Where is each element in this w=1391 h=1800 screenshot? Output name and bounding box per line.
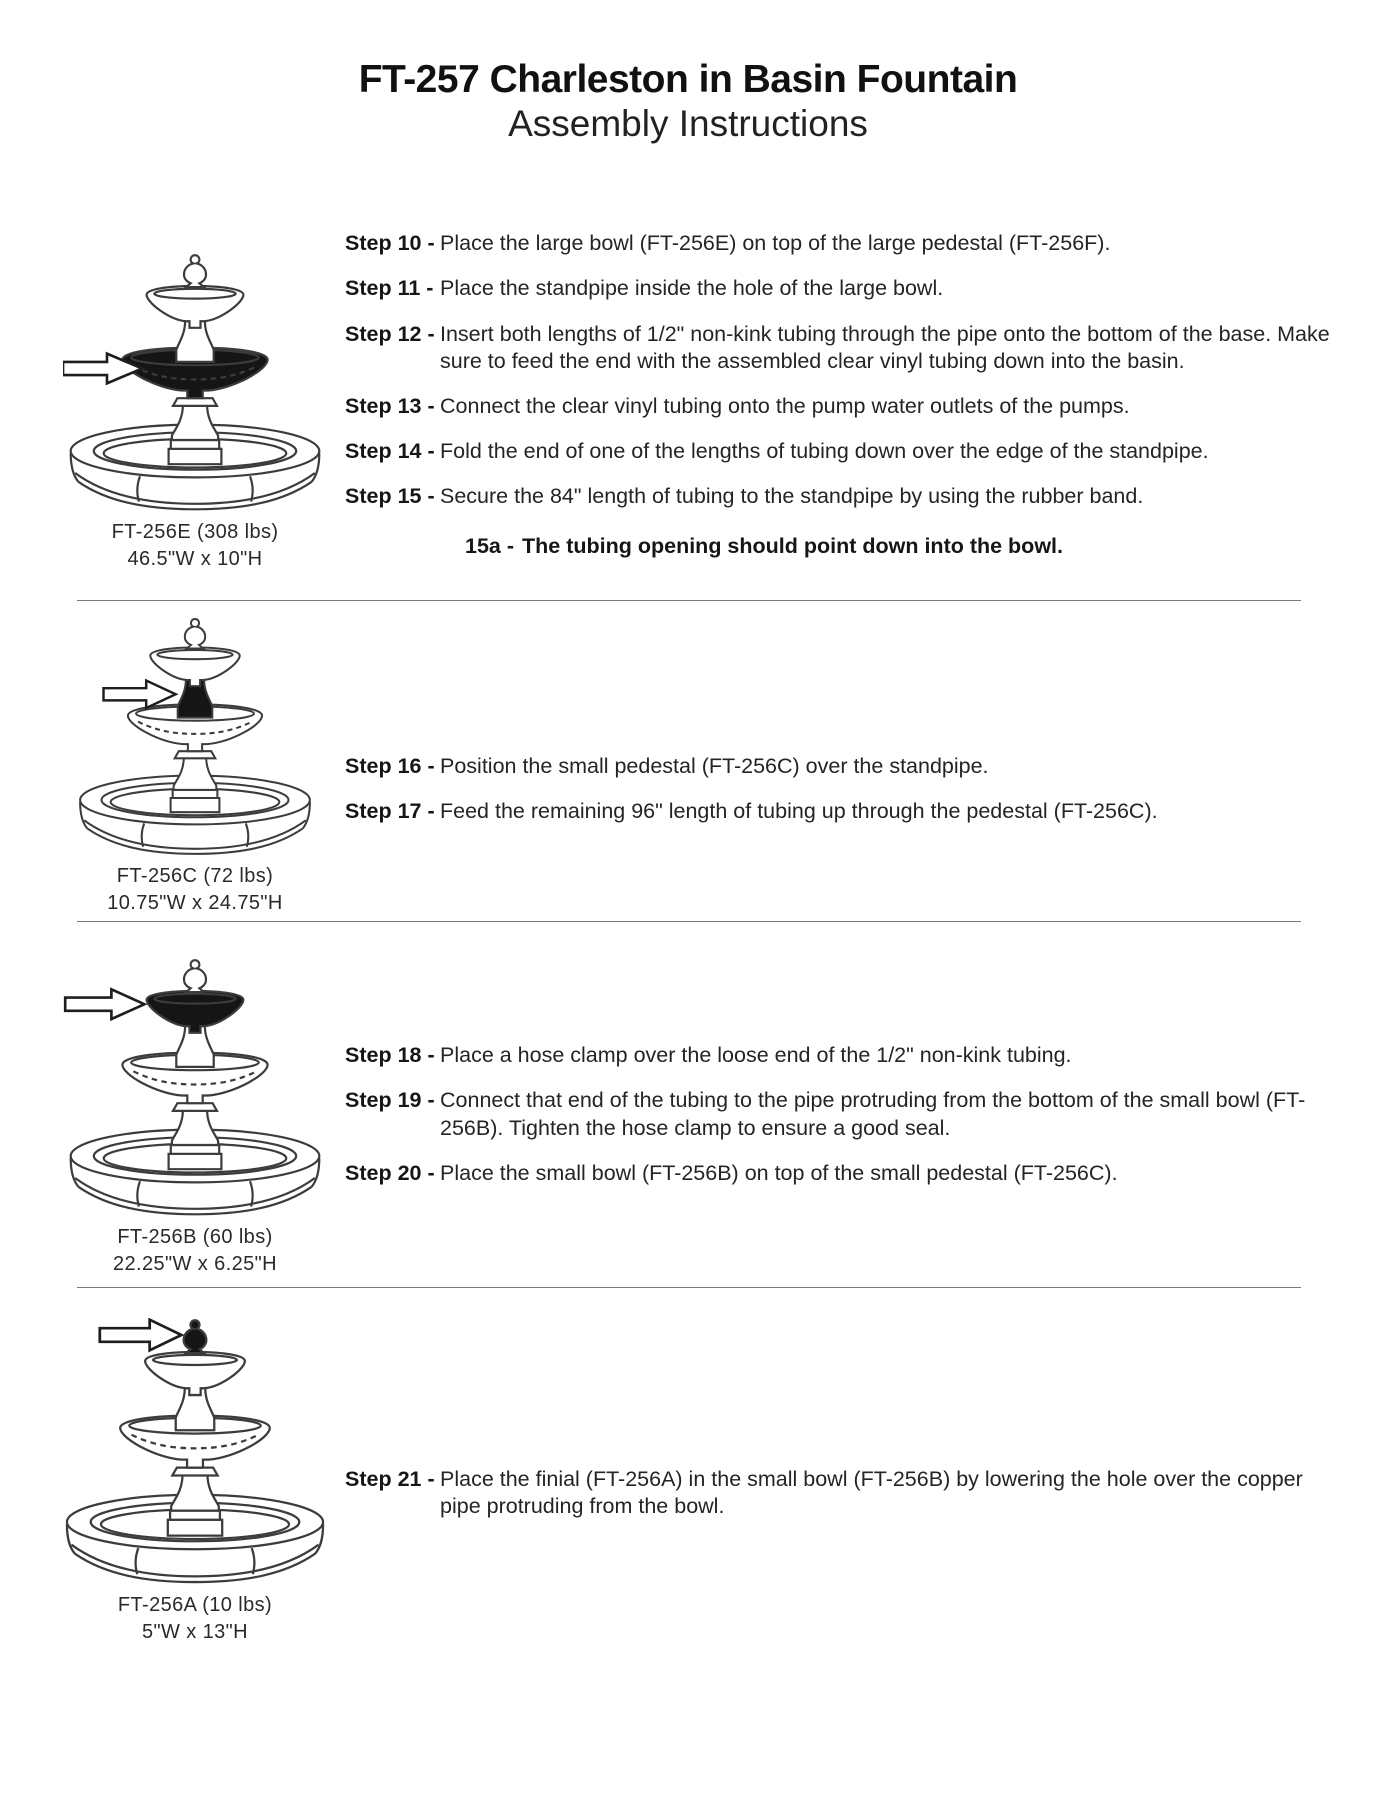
step-text: Connect the clear vinyl tubing onto the pump water outlets of the pumps. bbox=[440, 393, 1130, 418]
title-block bbox=[45, 58, 1331, 145]
step-text: Place the small bowl (FT-256B) on top of the small pedestal (FT-256C). bbox=[440, 1160, 1118, 1185]
step-label: Step 12 - bbox=[345, 321, 435, 346]
section-steps-10-15 bbox=[45, 175, 1331, 600]
part-number: FT-256C (72 lbs) bbox=[116, 865, 274, 888]
figure-caption bbox=[113, 1224, 277, 1277]
step-text: Place the large bowl (FT-256E) on top of the large pedestal (FT-256F). bbox=[440, 231, 1111, 256]
fountain-figure-finial bbox=[59, 1318, 331, 1590]
part-dimensions: 5"W x 13"H bbox=[141, 1620, 248, 1643]
arrow-right-icon bbox=[65, 990, 144, 1020]
step-text: Place a hose clamp over the loose end of the 1/2" non-kink tubing. bbox=[440, 1043, 1072, 1068]
step-label: Step 21 - bbox=[345, 1467, 435, 1492]
step-label: Step 16 - bbox=[345, 754, 435, 779]
step-label: Step 13 - bbox=[345, 393, 435, 418]
step-item bbox=[345, 1466, 1331, 1520]
note-text: The tubing opening should point down into the bowl. bbox=[522, 533, 1063, 558]
note-15a bbox=[465, 534, 1331, 559]
section-step-21 bbox=[45, 1288, 1331, 1796]
steps-column bbox=[345, 601, 1331, 843]
part-number: FT-256B (60 lbs) bbox=[117, 1226, 273, 1249]
figure-column bbox=[45, 601, 345, 916]
figure-caption bbox=[107, 863, 283, 916]
arrow-right-icon bbox=[100, 1320, 182, 1351]
step-text: Feed the remaining 96" length of tubing up through the pedestal (FT-256C). bbox=[440, 799, 1158, 824]
figure-column bbox=[45, 175, 345, 572]
step-item bbox=[345, 1160, 1331, 1187]
step-label: Step 10 - bbox=[345, 231, 435, 256]
step-label: Step 18 - bbox=[345, 1043, 435, 1068]
steps-column bbox=[345, 1288, 1331, 1538]
steps-column bbox=[345, 175, 1331, 559]
step-label: Step 11 - bbox=[345, 276, 434, 301]
step-item bbox=[345, 1042, 1331, 1069]
part-dimensions: 22.25"W x 6.25"H bbox=[112, 1252, 277, 1275]
step-item bbox=[345, 275, 1331, 302]
step-item bbox=[345, 321, 1331, 375]
step-text: Position the small pedestal (FT-256C) over the standpipe. bbox=[440, 754, 989, 779]
part-number: FT-256E (308 lbs) bbox=[111, 521, 279, 544]
step-item bbox=[345, 483, 1331, 510]
section-steps-16-17 bbox=[45, 601, 1331, 921]
part-dimensions: 46.5"W x 10"H bbox=[127, 547, 263, 570]
part-dimensions: 10.75"W x 24.75"H bbox=[107, 891, 283, 914]
step-label: Step 20 - bbox=[345, 1160, 435, 1185]
figure-column bbox=[45, 922, 345, 1277]
step-item bbox=[345, 393, 1331, 420]
step-text: Fold the end of one of the lengths of tubing down over the edge of the standpipe. bbox=[440, 438, 1209, 463]
step-item bbox=[345, 753, 1331, 780]
note-label: 15a - bbox=[465, 533, 515, 558]
page-subtitle: Assembly Instructions bbox=[508, 102, 868, 144]
step-item bbox=[345, 1087, 1331, 1141]
step-label: Step 17 - bbox=[345, 799, 435, 824]
step-item bbox=[345, 438, 1331, 465]
step-label: Step 14 - bbox=[345, 438, 435, 463]
step-label: Step 19 - bbox=[345, 1088, 435, 1113]
fountain-figure-small-pedestal bbox=[73, 617, 317, 861]
section-steps-18-20 bbox=[45, 922, 1331, 1287]
arrow-right-icon bbox=[104, 681, 176, 708]
figure-column bbox=[45, 1288, 345, 1645]
fountain-figure-small-bowl bbox=[63, 958, 327, 1222]
steps-column bbox=[345, 922, 1331, 1204]
part-number: FT-256A (10 lbs) bbox=[117, 1594, 273, 1617]
step-text: Connect that end of the tubing to the pipe protruding from the bottom of the small bowl (FT-256B). Tighten the hose clamp to ensure a good seal. bbox=[440, 1088, 1306, 1140]
step-text: Insert both lengths of 1/2" non-kink tubing through the pipe onto the bottom of the base. Make sure to feed the end with the assembled clear vinyl tubing down into the basin. bbox=[440, 321, 1330, 373]
fountain-figure-large-bowl bbox=[63, 253, 327, 517]
step-label: Step 15 - bbox=[345, 483, 435, 508]
step-text: Place the finial (FT-256A) in the small bowl (FT-256B) by lowering the hole over the copper pipe protruding from the bowl. bbox=[440, 1467, 1303, 1519]
step-text: Place the standpipe inside the hole of the large bowl. bbox=[440, 276, 944, 301]
step-item bbox=[345, 798, 1331, 825]
figure-caption bbox=[112, 519, 279, 572]
figure-caption bbox=[118, 1592, 272, 1645]
step-item bbox=[345, 230, 1331, 257]
page-title: FT-257 Charleston in Basin Fountain bbox=[358, 58, 1018, 101]
step-text: Secure the 84" length of tubing to the standpipe by using the rubber band. bbox=[440, 483, 1144, 508]
